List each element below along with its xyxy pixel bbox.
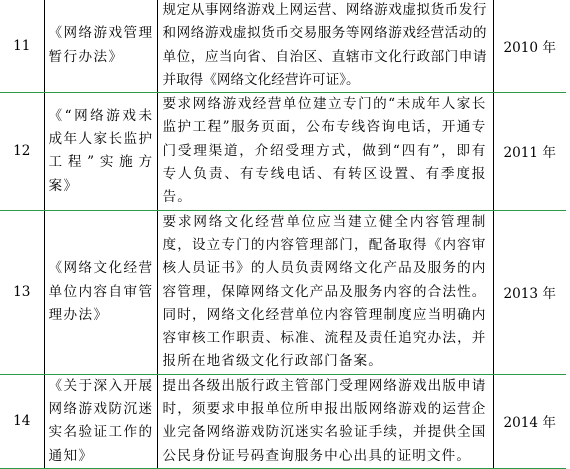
policy-name-cell <box>44 93 157 210</box>
policy-content: 提出各级出版行政主管部门受理网络游戏出版申请时，须要求申报单位所申报出版网络游戏的运营企业完备网络游戏防沉迷实名验证手续，并提供全国公民身份证号码查询服务中心出具的证明文件。 <box>162 377 487 464</box>
row-number-cell <box>0 0 44 93</box>
policy-content-cell <box>157 93 493 210</box>
policy-content-cell <box>157 374 493 468</box>
policy-year: 2013 年 <box>503 286 556 303</box>
policy-content: 要求网络游戏经营单位建立专门的“未成年人家长监护工程”服务页面，公布专线咨询电话，开通专门受理渠道，介绍受理方式，做到“四有”，即有专人负责、有专线电话、有转区设置、有季度报告。 <box>162 96 487 206</box>
policy-year: 2011 年 <box>503 145 556 162</box>
row-number: 11 <box>13 37 31 54</box>
policy-content-cell <box>157 0 493 93</box>
row-number: 14 <box>13 413 31 430</box>
policy-content-cell <box>157 210 493 374</box>
policy-year: 2014 年 <box>503 415 556 432</box>
policy-name: 《关于深入开展网络游戏防沉迷实名验证工作的通知》 <box>48 377 154 464</box>
row-number-cell <box>0 93 44 210</box>
policy-name-cell <box>44 0 157 93</box>
policy-year-cell <box>493 93 566 210</box>
policy-name: 《网络文化经营单位内容自审管理办法》 <box>48 260 154 323</box>
policy-name-cell <box>44 374 157 468</box>
table-row <box>0 0 566 93</box>
row-number: 13 <box>13 284 31 301</box>
policy-name-cell <box>44 210 157 374</box>
row-number-cell <box>0 210 44 374</box>
policy-year-cell <box>493 374 566 468</box>
table-row <box>0 210 566 374</box>
policy-content: 要求网络文化经营单位应当建立健全内容管理制度，设立专门的内容管理部门，配备取得《内容审核人员证书》的人员负责网络文化产品及服务的内容管理，保障网络文化产品及服务内容的合法性。同时，网络文化经营单位内容管理制度应当明确内容审核工作职责、标准、流程及责任追究办法，并报所在地省级文化行政部门备案。 <box>162 213 487 370</box>
policy-year-cell <box>493 0 566 93</box>
policy-name: 《“网络游戏未成年人家长监护工程”实施方案》 <box>48 107 154 194</box>
row-number: 12 <box>13 143 31 160</box>
policy-content: 规定从事网络游戏上网运营、网络游戏虚拟货币发行和网络游戏虚拟货币交易服务等网络游戏经营活动的单位，应当向省、自治区、直辖市文化行政部门申请并取得《网络文化经营许可证》。 <box>162 2 487 88</box>
policy-year: 2010 年 <box>503 39 556 56</box>
table-row <box>0 93 566 210</box>
row-number-cell <box>0 374 44 468</box>
table-row <box>0 374 566 468</box>
policy-year-cell <box>493 210 566 374</box>
policy-name: 《网络游戏管理暂行办法》 <box>48 25 154 65</box>
